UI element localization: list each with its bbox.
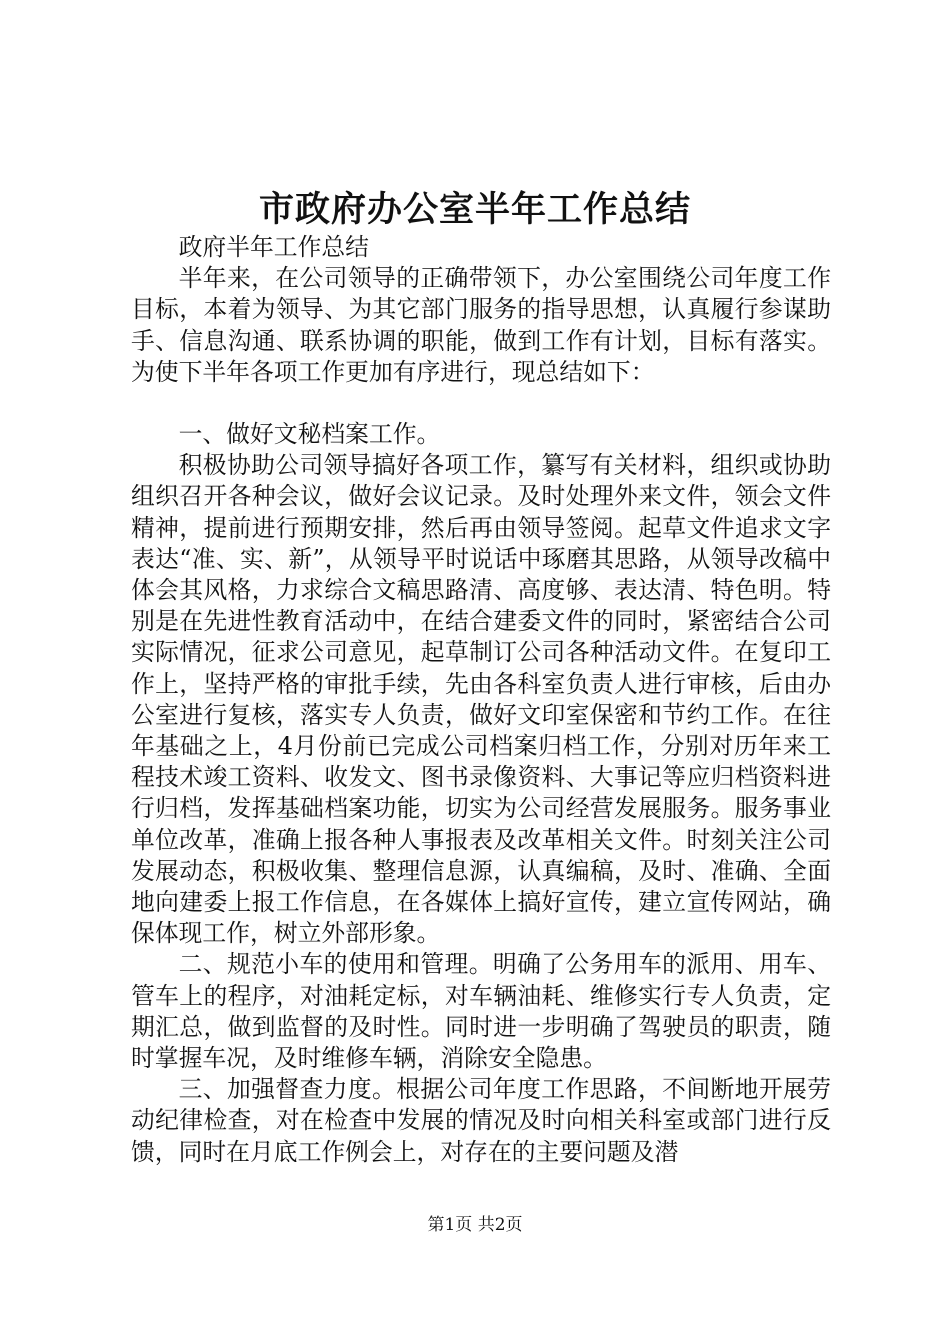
page-number-footer: 第1页 共2页	[427, 1215, 523, 1235]
paragraph-section-1: 积极协助公司领导搞好各项工作，纂写有关材料，组织或协助组织召开各种会议，做好会议记录。及时处理外来文件，领会文件精神，提前进行预期安排，然后再由领导签阅。起草文件追求文字表达“准、实、新”，从领导平时说话中琢磨其思路，从领导改稿中体会其风格，力求综合文稿思路清、高度够、表达清、特色明。特别是在先进性教育活动中，在结合建委文件的同时，紧密结合公司实际情况，征求公司意见，起草制订公司各种活动文件。在复印工作上，坚持严格的审批手续，先由各科室负责人进行审核，后由办公室进行复核，落实专人负责，做好文印室保密和节约工作。在往年基础之上，4月份前已完成公司档案归档工作，分别对历年来工程技术竣工资料、收发文、图书录像资料、大事记等应归档资料进行归档，发挥基础档案功能，切实为公司经营发展服务。服务事业单位改革，准确上报各种人事报表及改革相关文件。时刻关注公司发展动态，积极收集、整理信息源，认真编稿，及时、准确、全面地向建委上报工作信息，在各媒体上搞好宣传，建立宣传网站，确保体现工作，树立外部形象。	[131, 451, 831, 948]
paragraph-intro: 半年来，在公司领导的正确带领下，办公室围绕公司年度工作目标，本着为领导、为其它部门服务的指导思想，认真履行参谋助手、信息沟通、联系协调的职能，做到工作有计划，目标有落实。为使下半年各项工作更加有序进行，现总结如下：	[131, 264, 831, 386]
document-body	[131, 232, 831, 1168]
paragraph-gap	[131, 388, 831, 419]
document-title: 市政府办公室半年工作总结	[258, 189, 691, 230]
paragraph-section-3: 三、加强督查力度。根据公司年度工作思路，不间断地开展劳动纪律检查，对在检查中发展的情况及时向相关科室或部门进行反馈，同时在月底工作例会上，对存在的主要问题及潜	[131, 1075, 831, 1166]
paragraph-section-2: 二、规范小车的使用和管理。明确了公务用车的派用、用车、管车上的程序，对油耗定标，对车辆油耗、维修实行专人负责，定期汇总，做到监督的及时性。同时进一步明确了驾驶员的职责，随时掌握车况，及时维修车辆，消除安全隐患。	[131, 950, 831, 1073]
paragraph-subtitle: 政府半年工作总结	[178, 233, 369, 261]
section-heading-1: 一、做好文秘档案工作。	[178, 420, 441, 449]
